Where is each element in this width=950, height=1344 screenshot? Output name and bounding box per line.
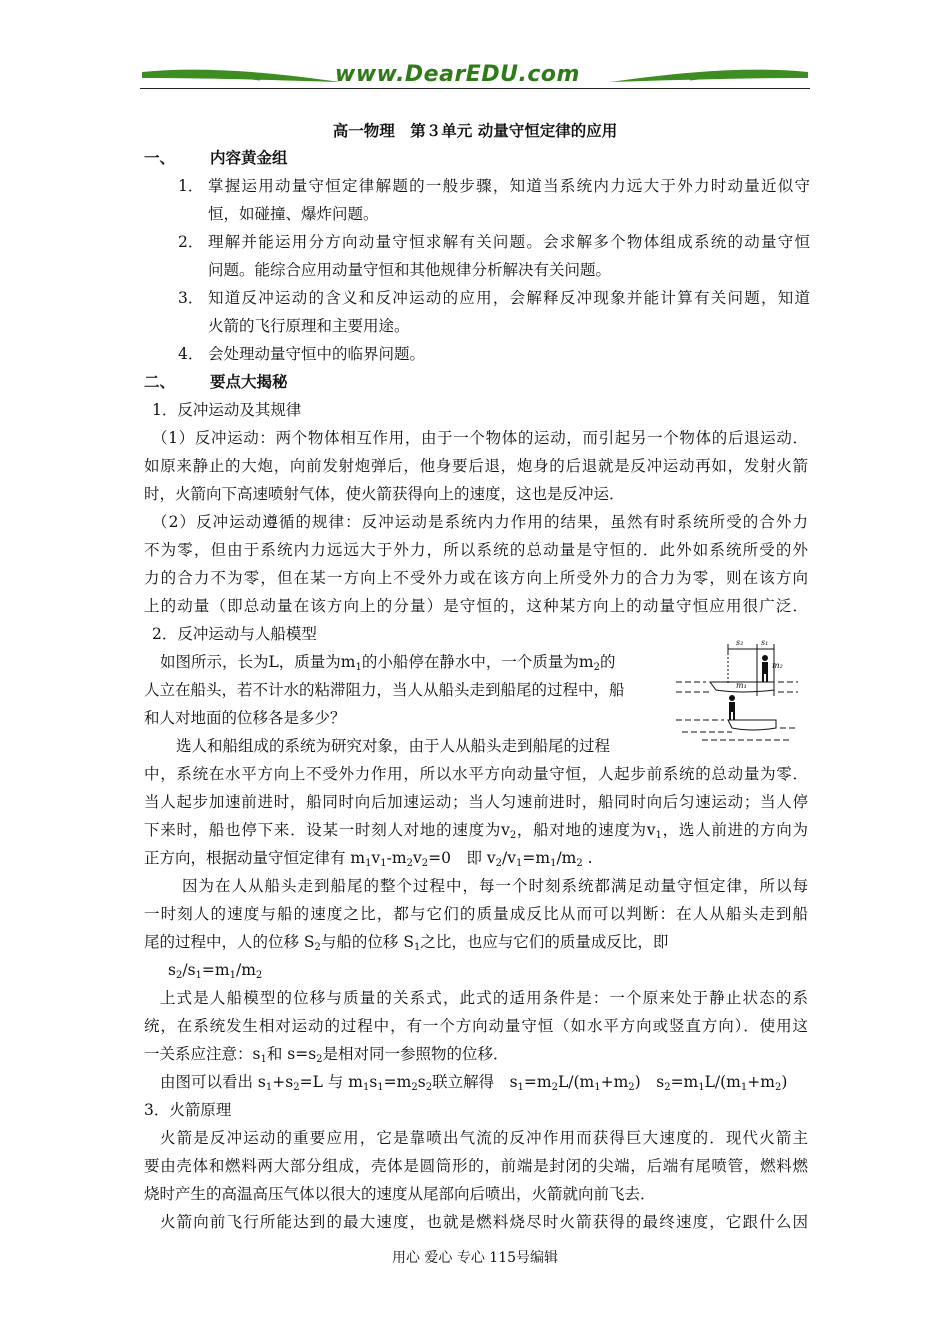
item2-line1: 理解并能运用分方向动量守恒求解有关问题。会求解多个物体组成系统的动量守恒: [208, 233, 810, 251]
p7-line2: 要由壳体和燃料两大部分组成，壳体是圆筒形的，前端是封闭的尖端，后端有尾喷管，燃料燃: [144, 1157, 808, 1175]
p4-line1: 选人和船组成的系统为研究对象，由于人从船头走到船尾的过程: [176, 737, 611, 755]
p2-line4: 上的动量（即总动量在该方向上的分量）是守恒的，这种某方向上的动量守恒应用很广泛．: [144, 597, 808, 615]
p7-line3: 烧时产生的高温高压气体以很大的速度从尾部向后喷出，火箭就向前飞去．: [144, 1185, 656, 1203]
section2-number: 二、: [144, 372, 176, 391]
p3-line1: 如图所示，长为L，质量为$m_1$的小船停在静水中，一个质量为$m_2$的: [160, 653, 616, 673]
p5-line2: 一时刻人的速度与船的速度之比，都与它们的质量成反比从而可以判断：在人从船头走到船: [144, 905, 808, 923]
p8-line1: 火箭向前飞行所能达到的最大速度，也就是燃料烧尽时火箭获得的最终速度，它跟什么因: [160, 1213, 808, 1231]
item1-number: 1．: [178, 177, 204, 195]
item4-number: 4．: [178, 345, 204, 363]
item2-number: 2．: [178, 233, 204, 251]
sub1-title: 1．反冲运动及其规律: [152, 401, 302, 419]
p5-line1: 因为在人从船头走到船尾的整个过程中，每一个时刻系统都满足动量守恒定律，所以每: [182, 877, 808, 895]
p2-line2: 不为零，但由于系统内力远远大于外力，所以系统的总动量是守恒的．此外如系统所受的外: [144, 541, 808, 559]
header-rule: [140, 88, 810, 89]
p2-line1: （2）反冲运动遵循的规律：反冲运动是系统内力作用的结果，虽然有时系统所受的合外力: [152, 513, 808, 531]
p5-formula: $s_2/s_1=m_1/m_2$: [168, 961, 263, 981]
sub2-title: 2．反冲运动与人船模型: [152, 625, 317, 643]
p6-line3: 一关系应注意：$s_1$和 $s=s_2$是相对同一参照物的位移．: [144, 1045, 509, 1065]
boat-figure: [672, 636, 800, 748]
left-swoosh: [142, 70, 340, 82]
p4-line5: 正方向，根据动量守恒定律有 $m_1v_1-m_2v_2=0$ 即 $v_2/v_1=m_1/m_2$ .: [144, 849, 593, 869]
p6-line2: 统，在系统发生相对运动的过程中，有一个方向动量守恒（如水平方向或竖直方向）．使用这: [144, 1017, 808, 1035]
page-footer: 用心 爱心 专心 115号编辑: [391, 1250, 559, 1266]
label-s1: s₁: [761, 638, 769, 647]
label-s2: s₂: [736, 638, 744, 647]
p5-line3: 尾的过程中，人的位移 $S_2$与船的位移 $S_1$之比，也应与它们的质量成反比，即: [144, 933, 669, 953]
upper-person-icon: [762, 655, 768, 682]
item1-line2: 恒，如碰撞、爆炸问题。: [208, 205, 379, 223]
section1-heading: 内容黄金组: [210, 148, 288, 167]
p4-line4: 下来时，船也停下来．设某一时刻人对地的速度为$v_2$，船对地的速度为$v_1$，选人前进的方向为: [144, 821, 808, 841]
p4-line2: 中，系统在水平方向上不受外力作用，所以水平方向动量守恒，人起步前系统的总动量为零．: [144, 765, 808, 783]
item3-line2: 火箭的飞行原理和主要用途。: [208, 317, 410, 335]
item2-line2: 问题。能综合应用动量守恒和其他规律分析解决有关问题。: [208, 261, 612, 279]
lower-boat-hull: [728, 720, 776, 730]
site-url[interactable]: www.DearEDU.com: [335, 62, 580, 87]
page-title: 高一物理 第３单元 动量守恒定律的应用: [332, 121, 618, 140]
right-swoosh: [610, 70, 808, 82]
sub3-title: 3．火箭原理: [144, 1101, 232, 1119]
p7-line1: 火箭是反冲运动的重要应用，它是靠喷出气流的反冲作用而获得巨大速度的．现代火箭主: [160, 1129, 808, 1147]
item4-line1: 会处理动量守恒中的临界问题。: [208, 345, 426, 363]
label-m1: m₁: [736, 681, 747, 690]
p1-line2: 如原来静止的大炮，向前发射炮弹后，他身要后退，炮身的后退就是反冲运动再如，发射火箭: [144, 457, 808, 475]
label-m2: m₂: [772, 661, 783, 670]
p6-line1: 上式是人船模型的位移与质量的关系式，此式的适用条件是：一个原来处于静止状态的系: [160, 989, 808, 1007]
section2-heading: 要点大揭秘: [210, 372, 288, 391]
p1-line3: 时，火箭向下高速喷射气体，使火箭获得向上的速度，这也是反冲运．: [144, 485, 625, 503]
lower-person-icon: [729, 695, 735, 720]
section1-number: 一、: [144, 148, 176, 167]
item3-line1: 知道反冲运动的含义和反冲运动的应用，会解释反冲现象并能计算有关问题，知道: [208, 289, 810, 307]
p2-line3: 力的合力不为零，但在某一方向上不受外力或在该方向上所受外力的合力为零，则在该方向: [144, 569, 808, 587]
p4-line3: 当人起步加速前进时，船同时向后加速运动；当人匀速前进时，船同时向后匀速运动；当人停: [144, 793, 808, 811]
p6-line4: 由图可以看出 $s_1+s_2=L$ 与 $m_1s_1=m_2s_2$联立解得 $s_1=m_2L/(m_1+m_2)$ $s_2=m_1L/(m_1+m_2)$: [160, 1073, 788, 1093]
item3-number: 3．: [178, 289, 204, 307]
item1-line1: 掌握运用动量守恒定律解题的一般步骤，知道当系统内力远大于外力时动量近似守: [208, 177, 810, 195]
p1-line1: （1）反冲运动：两个物体相互作用，由于一个物体的运动，而引起另一个物体的后退运动．: [152, 429, 808, 447]
p3-line2: 人立在船头，若不计水的粘滞阻力，当人从船头走到船尾的过程中，船: [144, 681, 625, 699]
p3-line3: 和人对地面的位移各是多少？: [144, 709, 346, 727]
